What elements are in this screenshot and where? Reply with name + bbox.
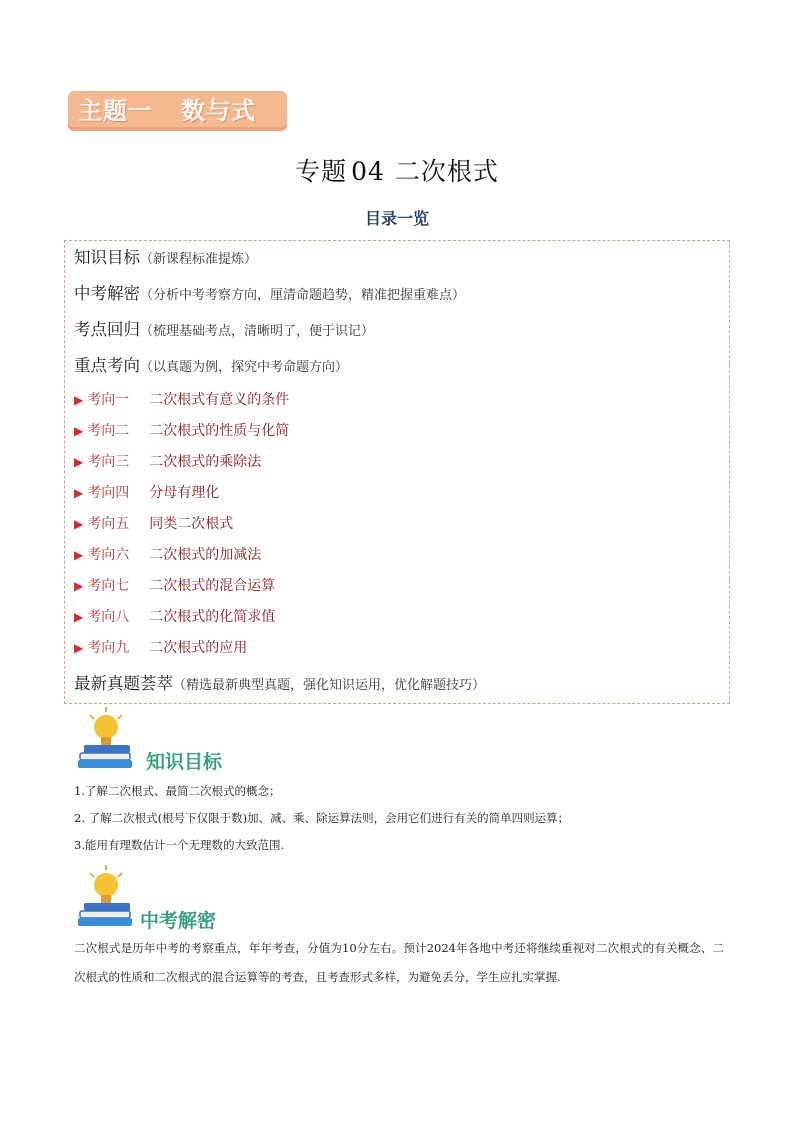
knowledge-goal-line: 2. 了解二次根式(根号下仅限于数)加、减、乘、除运算法则，会用它们进行有关的简单四则运算；	[74, 811, 570, 825]
toc-item-label: 考向一	[87, 392, 130, 408]
title-number: 04	[351, 157, 385, 186]
toc-box	[64, 240, 730, 704]
triangle-right-icon: ▶	[74, 548, 84, 562]
triangle-right-icon: ▶	[74, 486, 84, 500]
toc-item[interactable]	[74, 513, 233, 533]
toc-item-text: 二次根式的混合运算	[149, 578, 276, 594]
toc-item[interactable]	[74, 420, 289, 440]
triangle-right-icon: ▶	[74, 517, 84, 531]
toc-item-label: 考向八	[87, 609, 130, 625]
toc-item-text: 二次根式的性质与化简	[149, 423, 290, 439]
toc-item-text: 二次根式的乘除法	[149, 454, 262, 470]
toc-item-text: 二次根式的加减法	[149, 547, 262, 563]
knowledge-goals-title: 知识目标	[146, 751, 223, 773]
triangle-right-icon: ▶	[74, 455, 84, 469]
toc-item[interactable]	[74, 389, 289, 409]
toc-item[interactable]	[74, 637, 247, 657]
toc-section-latest-questions[interactable]	[74, 670, 485, 694]
knowledge-goal-line: 3.能用有理数估计一个无理数的大致范围.	[74, 838, 285, 852]
toc-section-title: 考点回归	[74, 320, 140, 339]
toc-item[interactable]	[74, 606, 275, 626]
toc-item-label: 考向三	[87, 454, 130, 470]
toc-section-knowledge-goals[interactable]	[74, 244, 257, 268]
toc-item-text: 二次根式的应用	[149, 640, 248, 656]
toc-section-note: （以真题为例，探究中考命题方向）	[140, 360, 349, 375]
triangle-right-icon: ▶	[74, 579, 84, 593]
toc-section-review[interactable]	[74, 316, 374, 340]
exam-analysis-title: 中考解密	[140, 910, 217, 932]
toc-item-label: 考向九	[87, 640, 130, 656]
toc-item[interactable]	[74, 544, 261, 564]
exam-analysis-paragraph: 二次根式是历年中考的考察重点，年年考查，分值为10分左右。预计2024年各地中考还将继续重视对二次根式的有关概念、二次根式的性质和二次根式的混合运算等的考查，且考查形式多样，为避免丢分，学生应扎实掌握.	[74, 941, 724, 984]
toc-section-title: 知识目标	[74, 248, 140, 267]
document-title	[0, 152, 794, 188]
triangle-right-icon: ▶	[74, 393, 84, 407]
toc-section-note: （精选最新典型真题，强化知识运用，优化解题技巧）	[173, 678, 486, 693]
toc-item-label: 考向四	[87, 485, 130, 501]
toc-item-text: 分母有理化	[149, 485, 220, 501]
toc-item-label: 考向六	[87, 547, 130, 563]
lightbulb-books-icon	[76, 705, 142, 773]
toc-section-note: （梳理基础考点，清晰明了，便于识记）	[140, 324, 375, 339]
toc-section-key-directions[interactable]	[74, 352, 348, 376]
knowledge-goal-line: 1.了解二次根式、最简二次根式的概念；	[74, 784, 281, 798]
toc-heading: 目录一览	[364, 209, 429, 228]
toc-section-note: （分析中考考察方向，厘清命题趋势，精准把握重难点）	[140, 288, 466, 303]
toc-item-text: 同类二次根式	[149, 516, 234, 532]
toc-section-note: （新课程标准提炼）	[140, 252, 258, 267]
toc-item-text: 二次根式的化简求值	[149, 609, 276, 625]
toc-item-text: 二次根式有意义的条件	[149, 392, 290, 408]
lightbulb-books-icon	[76, 863, 142, 931]
toc-item[interactable]	[74, 451, 261, 471]
triangle-right-icon: ▶	[74, 424, 84, 438]
triangle-right-icon: ▶	[74, 610, 84, 624]
title-prefix: 专题	[295, 157, 348, 186]
toc-section-title: 最新真题荟萃	[74, 674, 173, 693]
toc-item[interactable]	[74, 575, 275, 595]
topic-badge: 主题一 数与式	[68, 91, 287, 131]
toc-item-label: 考向二	[87, 423, 130, 439]
triangle-right-icon: ▶	[74, 641, 84, 655]
toc-item-label: 考向五	[87, 516, 130, 532]
toc-item[interactable]	[74, 482, 219, 502]
toc-section-title: 重点考向	[74, 356, 140, 375]
title-text: 二次根式	[394, 157, 499, 186]
toc-section-title: 中考解密	[74, 284, 140, 303]
toc-section-exam-analysis[interactable]	[74, 280, 465, 304]
toc-item-label: 考向七	[87, 578, 130, 594]
